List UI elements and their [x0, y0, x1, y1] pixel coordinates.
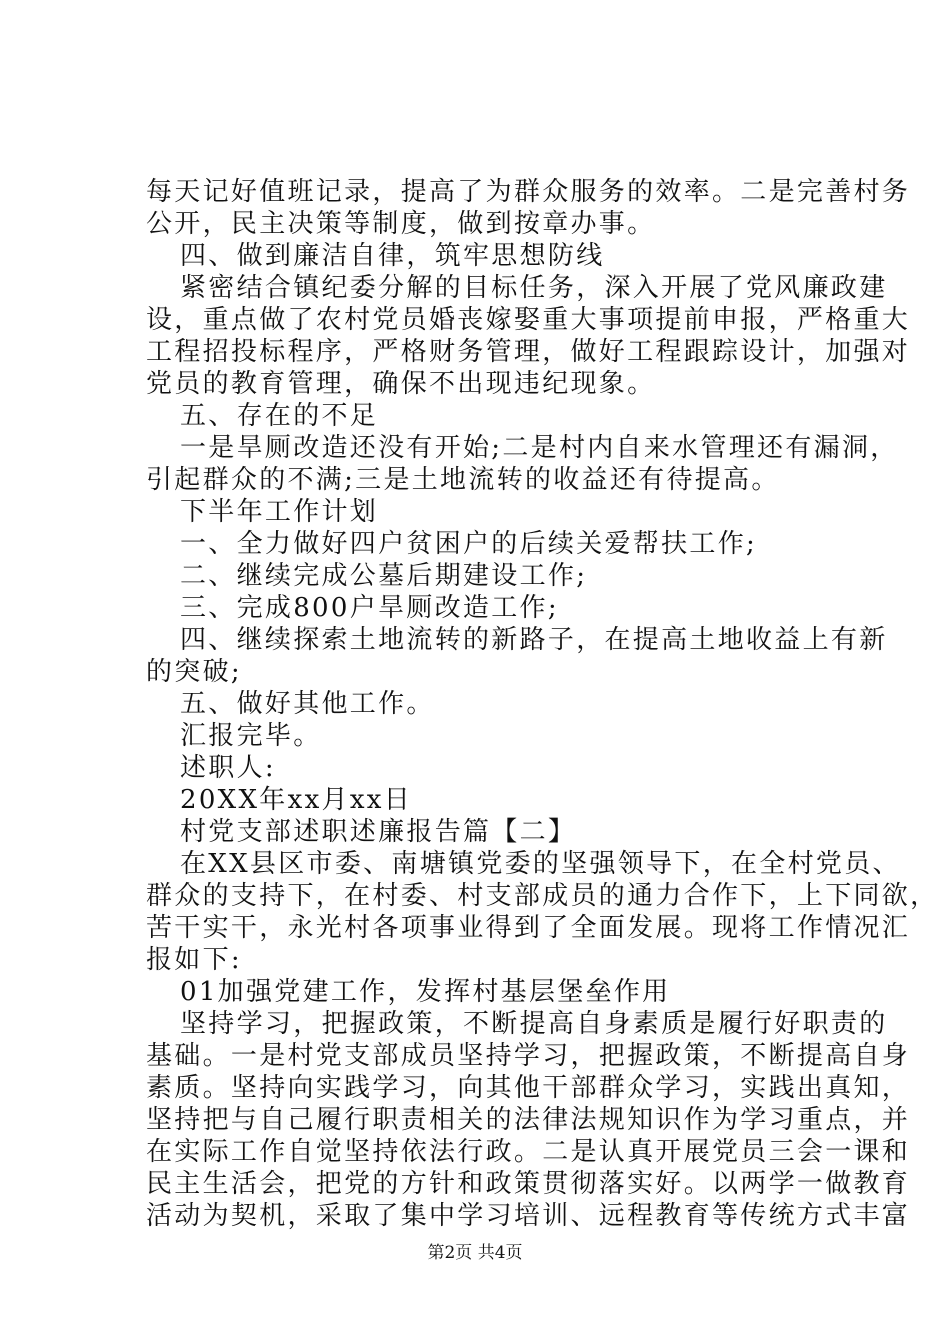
plan-item: 五、做好其他工作。: [180, 689, 435, 719]
date-line: 20XX年xx月xx日: [180, 785, 413, 815]
text-line: 群众的支持下，在村委、村支部成员的通力合作下，上下同欲，: [146, 881, 939, 911]
text-line: 一是旱厕改造还没有开始;二是村内自来水管理还有漏洞，: [180, 433, 899, 463]
text-line: 每天记好值班记录，提高了为群众服务的效率。二是完善村务: [146, 177, 911, 207]
text-line: 汇报完毕。: [180, 721, 322, 751]
text-line: 公开，民主决策等制度，做到按章办事。: [146, 209, 656, 239]
plan-item: 四、继续探索土地流转的新路子，在提高土地收益上有新: [180, 625, 888, 655]
section-heading: 五、存在的不足: [180, 401, 379, 431]
text-line: 坚持学习，把握政策，不断提高自身素质是履行好职责的: [180, 1009, 888, 1039]
section-heading: 下半年工作计划: [180, 497, 379, 527]
text-line: 的突破;: [146, 657, 242, 687]
text-line: 紧密结合镇纪委分解的目标任务，深入开展了党风廉政建: [180, 273, 888, 303]
page-number: 第2页 共4页: [427, 1243, 523, 1263]
text-line: 基础。一是村党支部成员坚持学习，把握政策，不断提高自身: [146, 1041, 911, 1071]
text-line: 党员的教育管理，确保不出现违纪现象。: [146, 369, 656, 399]
report-title: 村党支部述职述廉报告篇【二】: [180, 817, 577, 847]
text-line: 在XX县区市委、南塘镇党委的坚强领导下，在全村党员、: [180, 849, 901, 879]
text-line: 在实际工作自觉坚持依法行政。二是认真开展党员三会一课和: [146, 1137, 911, 1167]
plan-item: 一、全力做好四户贫困户的后续关爱帮扶工作;: [180, 529, 758, 559]
text-line: 坚持把与自己履行职责相关的法律法规知识作为学习重点，并: [146, 1105, 911, 1135]
text-line: 报如下:: [146, 945, 242, 975]
signature-label: 述职人:: [180, 753, 276, 783]
plan-item: 三、完成800户旱厕改造工作;: [180, 593, 559, 623]
text-line: 活动为契机，采取了集中学习培训、远程教育等传统方式丰富: [146, 1201, 911, 1231]
text-line: 苦干实干，永光村各项事业得到了全面发展。现将工作情况汇: [146, 913, 911, 943]
section-heading: 01加强党建工作，发挥村基层堡垒作用: [180, 977, 671, 1007]
text-line: 引起群众的不满;三是土地流转的收益还有待提高。: [146, 465, 780, 495]
section-heading: 四、做到廉洁自律，筑牢思想防线: [180, 241, 605, 271]
text-line: 工程招投标程序，严格财务管理，做好工程跟踪设计，加强对: [146, 337, 911, 367]
text-line: 素质。坚持向实践学习，向其他干部群众学习，实践出真知，: [146, 1073, 911, 1103]
text-line: 民主生活会，把党的方针和政策贯彻落实好。以两学一做教育: [146, 1169, 911, 1199]
text-line: 设，重点做了农村党员婚丧嫁娶重大事项提前申报，严格重大: [146, 305, 911, 335]
plan-item: 二、继续完成公墓后期建设工作;: [180, 561, 588, 591]
